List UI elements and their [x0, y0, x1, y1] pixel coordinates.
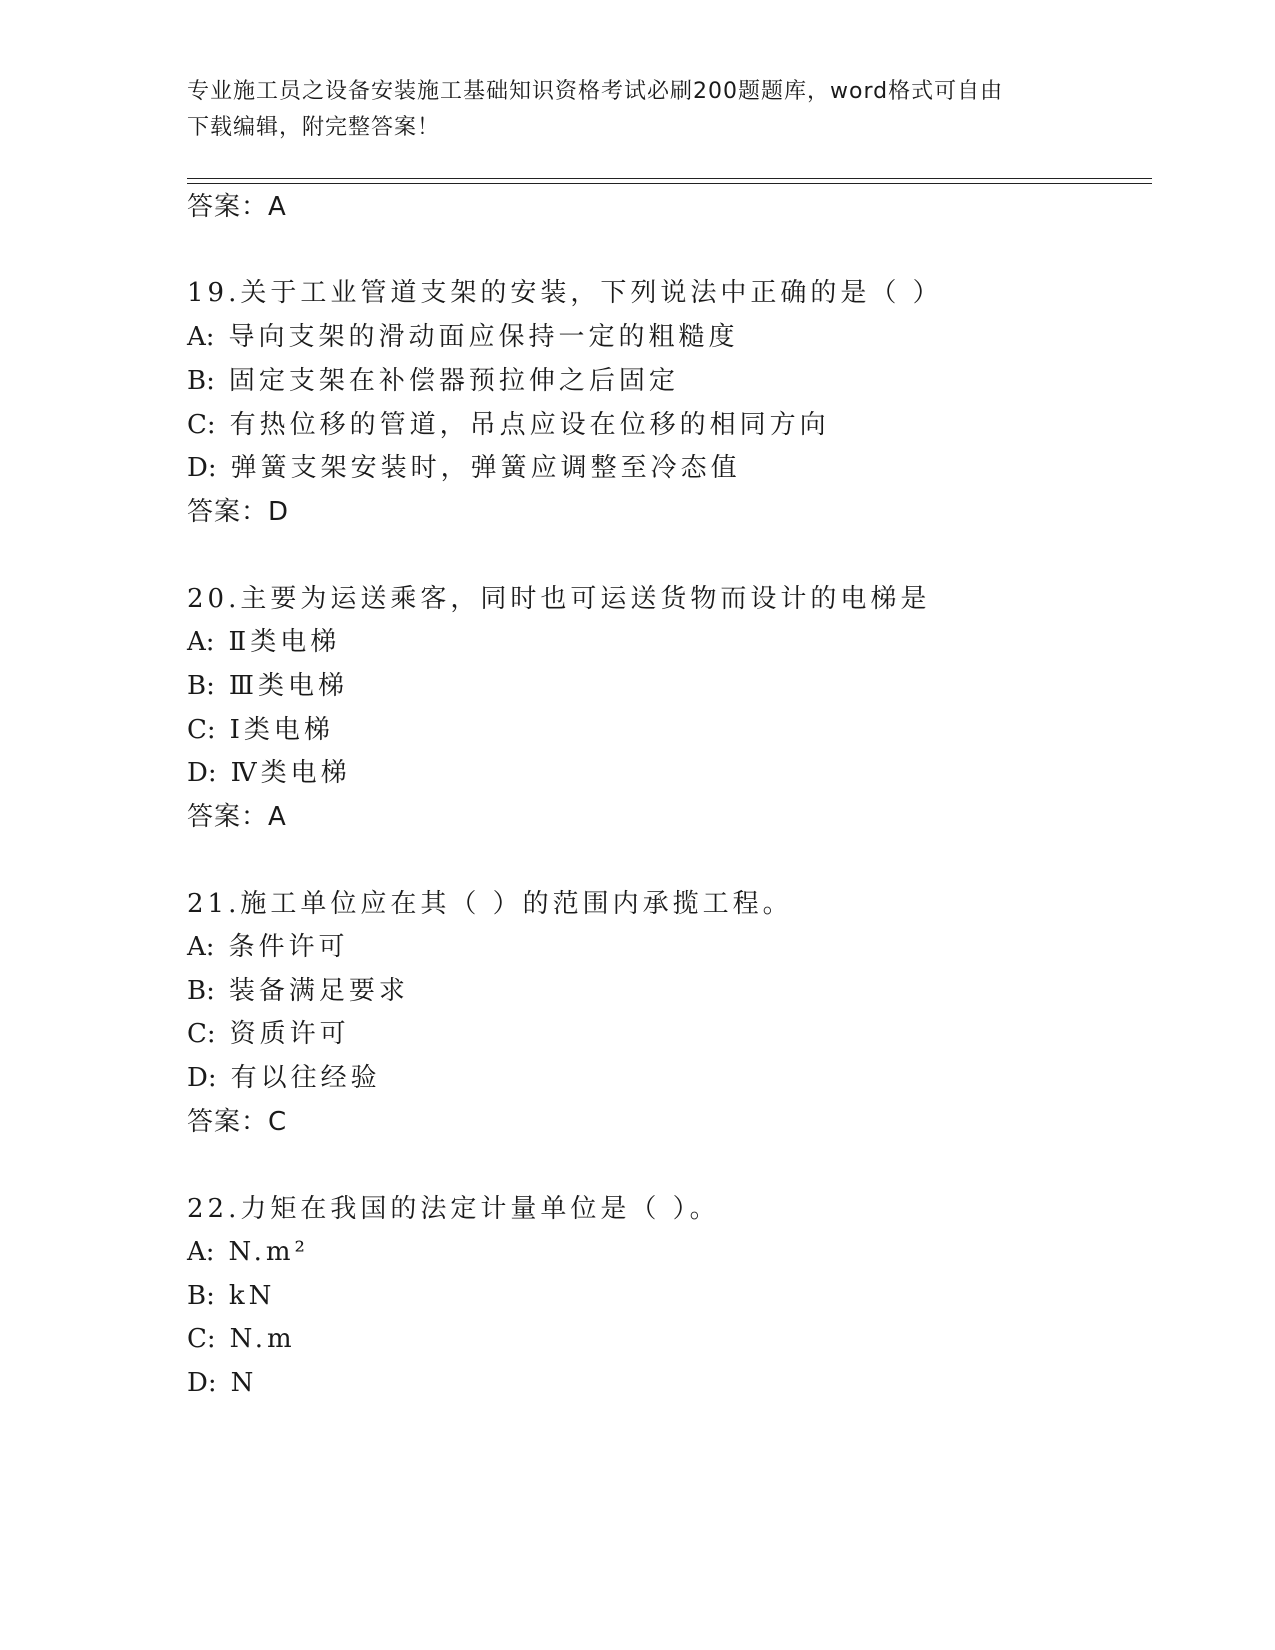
option-letter: B:	[187, 671, 215, 701]
option-text: Ⅳ类电梯	[230, 758, 351, 788]
question-21-option-d	[187, 1061, 381, 1095]
option-text: N.m	[229, 1324, 296, 1354]
question-22-option-a	[187, 1235, 309, 1269]
question-22-option-c	[187, 1322, 296, 1356]
document-header	[187, 74, 1087, 146]
option-text: Ⅱ类电梯	[228, 627, 341, 657]
option-text: 装备满足要求	[228, 976, 409, 1006]
option-text: 导向支架的滑动面应保持一定的粗糙度	[228, 322, 739, 352]
question-19-option-c	[187, 408, 830, 442]
option-text: Ⅰ类电梯	[229, 715, 334, 745]
option-text: 有热位移的管道，吊点应设在位移的相同方向	[229, 410, 830, 440]
option-letter: C:	[187, 410, 216, 440]
option-letter: B:	[187, 1281, 215, 1311]
header-divider-top	[187, 178, 1152, 179]
option-letter: D:	[187, 1063, 217, 1093]
question-21: 21.施工单位应在其（ ）的范围内承揽工程。	[187, 889, 793, 919]
header-line-2: 下载编辑，附完整答案！	[187, 115, 441, 140]
answer-line-21: 答案：C	[187, 1107, 288, 1137]
option-text: 有以往经验	[230, 1063, 381, 1093]
option-letter: C:	[187, 1324, 216, 1354]
question-22-option-d	[187, 1366, 257, 1400]
question-22: 22.力矩在我国的法定计量单位是（ ）。	[187, 1194, 720, 1224]
question-21-option-c	[187, 1017, 350, 1051]
question-20-option-d	[187, 756, 351, 790]
question-20: 20.主要为运送乘客，同时也可运送货物而设计的电梯是	[187, 584, 931, 614]
option-text: N.m²	[228, 1237, 309, 1267]
option-text: 固定支架在补偿器预拉伸之后固定	[228, 366, 679, 396]
question-20-option-c	[187, 713, 334, 747]
question-21-option-a	[187, 930, 349, 964]
option-letter: A:	[187, 322, 215, 352]
header-divider-bottom	[187, 183, 1152, 184]
option-letter: D:	[187, 1368, 217, 1398]
option-letter: B:	[187, 976, 215, 1006]
option-letter: D:	[187, 453, 217, 483]
option-letter: A:	[187, 627, 215, 657]
option-text: kN	[228, 1281, 276, 1311]
question-20-option-b	[187, 669, 348, 703]
question-19-option-a	[187, 320, 739, 354]
option-text: 弹簧支架安装时，弹簧应调整至冷态值	[230, 453, 741, 483]
question-22-option-b	[187, 1279, 275, 1313]
question-19: 19.关于工业管道支架的安装，下列说法中正确的是（ ）	[187, 278, 943, 308]
option-letter: A:	[187, 1237, 215, 1267]
option-text: Ⅲ类电梯	[228, 671, 348, 701]
option-letter: C:	[187, 715, 216, 745]
answer-line-19: 答案：D	[187, 497, 290, 527]
question-19-option-d	[187, 451, 741, 485]
option-text: 条件许可	[228, 932, 349, 962]
answer-line-20: 答案：A	[187, 802, 287, 832]
option-letter: A:	[187, 932, 215, 962]
question-19-option-b	[187, 364, 679, 398]
question-20-option-a	[187, 625, 340, 659]
option-letter: D:	[187, 758, 217, 788]
option-letter: B:	[187, 366, 215, 396]
answer-line-18: 答案：A	[187, 192, 287, 222]
question-21-option-b	[187, 974, 409, 1008]
option-text: N	[230, 1368, 258, 1398]
header-line-1: 专业施工员之设备安装施工基础知识资格考试必刷200题题库，word格式可自由	[187, 79, 1004, 104]
option-letter: C:	[187, 1019, 216, 1049]
option-text: 资质许可	[229, 1019, 350, 1049]
